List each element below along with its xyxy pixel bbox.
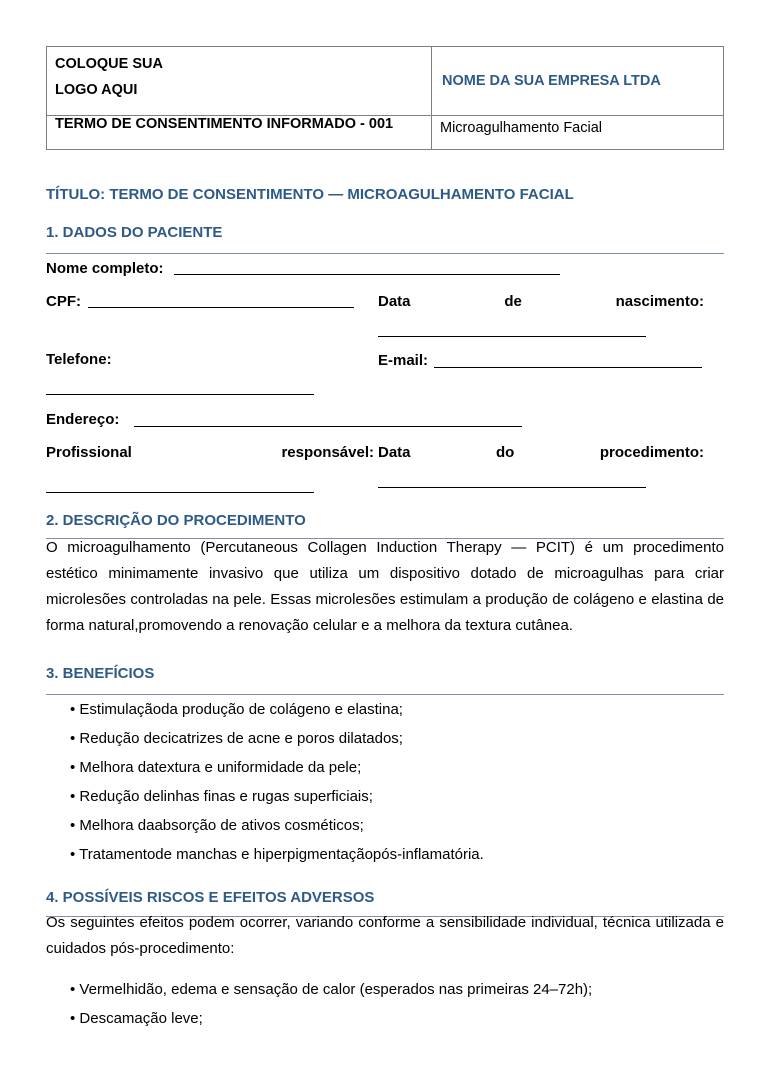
section-3-rule [46, 694, 724, 695]
profissional-field-line[interactable] [46, 492, 314, 493]
header-table [46, 46, 724, 150]
benefit-item: • Melhora datextura e uniformidade da pele; [70, 759, 362, 776]
risks-intro: Os seguintes efeitos podem ocorrer, variando conforme a sensibilidade individual, técnica utilizada e cuidados pós-procedimento: [46, 914, 724, 957]
risk-item: • Vermelhidão, edema e sensação de calor (esperados nas primeiras 24–72h); [70, 981, 593, 998]
section-1-rule [46, 253, 724, 254]
profissional-label [46, 444, 374, 461]
procedure-name: Microagulhamento Facial [432, 116, 724, 150]
nasc-word-2: de [504, 293, 522, 310]
company-name: NOME DA SUA EMPRESA LTDA [432, 47, 724, 116]
telefone-field-line[interactable] [46, 394, 314, 395]
data-nascimento-label [378, 293, 704, 310]
dataproc-word-2: do [496, 444, 515, 461]
cpf-field-line[interactable] [88, 307, 354, 308]
document-title: TÍTULO: TERMO DE CONSENTIMENTO — MICROAGULHAMENTO FACIAL [46, 186, 574, 203]
telefone-label: Telefone: [46, 351, 112, 368]
logo-line-1: COLOQUE SUA [55, 56, 163, 72]
nasc-word-1: Data [378, 293, 411, 310]
email-label: E-mail: [378, 352, 429, 369]
section-3-heading: 3. BENEFÍCIOS [46, 665, 155, 682]
benefit-item: • Redução decicatrizes de acne e poros dilatados; [70, 730, 403, 747]
cpf-label: CPF: [46, 293, 81, 310]
endereco-label: Endereço: [46, 411, 120, 428]
dataproc-word-1: Data [378, 444, 411, 461]
email-field-line[interactable] [434, 367, 702, 368]
benefit-item: • Tratamentode manchas e hiperpigmentaçãopós-inflamatória. [70, 846, 484, 863]
logo-placeholder [47, 47, 432, 116]
nome-label: Nome completo: [46, 260, 164, 277]
risk-item: • Descamação leve; [70, 1010, 203, 1027]
benefit-item: • Estimulaçãoda produção de colágeno e elastina; [70, 701, 403, 718]
endereco-field-line[interactable] [134, 426, 522, 427]
benefit-item: • Redução delinhas finas e rugas superficiais; [70, 788, 373, 805]
benefit-item: • Melhora daabsorção de ativos cosméticos; [70, 817, 364, 834]
section-2-heading: 2. DESCRIÇÃO DO PROCEDIMENTO [46, 512, 306, 529]
data-nascimento-field-line[interactable] [378, 336, 646, 337]
section-4-heading: 4. POSSÍVEIS RISCOS E EFEITOS ADVERSOS [46, 889, 375, 906]
data-procedimento-field-line[interactable] [378, 487, 646, 488]
dataproc-word-3: procedimento: [599, 444, 704, 461]
nasc-word-3: nascimento: [615, 293, 704, 310]
data-procedimento-label [378, 444, 704, 461]
procedure-description: O microagulhamento (Percutaneous Collagen Induction Therapy — PCIT) é um procedimento estético minimamente invasivo que utiliza um dispositivo dotado de microagulhas para criar microlesões controladas na pele. Essas microlesões estimulam a produção de colágeno e elastina de forma natural,promovendo a renovação celular e a melhora da textura cutânea. [46, 539, 724, 634]
logo-line-2: LOGO AQUI [55, 82, 138, 98]
nome-field-line[interactable] [174, 274, 560, 275]
prof-word-1: Profissional [46, 444, 132, 461]
section-1-heading: 1. DADOS DO PACIENTE [46, 224, 223, 241]
prof-word-2: responsável: [281, 444, 374, 461]
term-code: TERMO DE CONSENTIMENTO INFORMADO - 001 [47, 116, 432, 150]
